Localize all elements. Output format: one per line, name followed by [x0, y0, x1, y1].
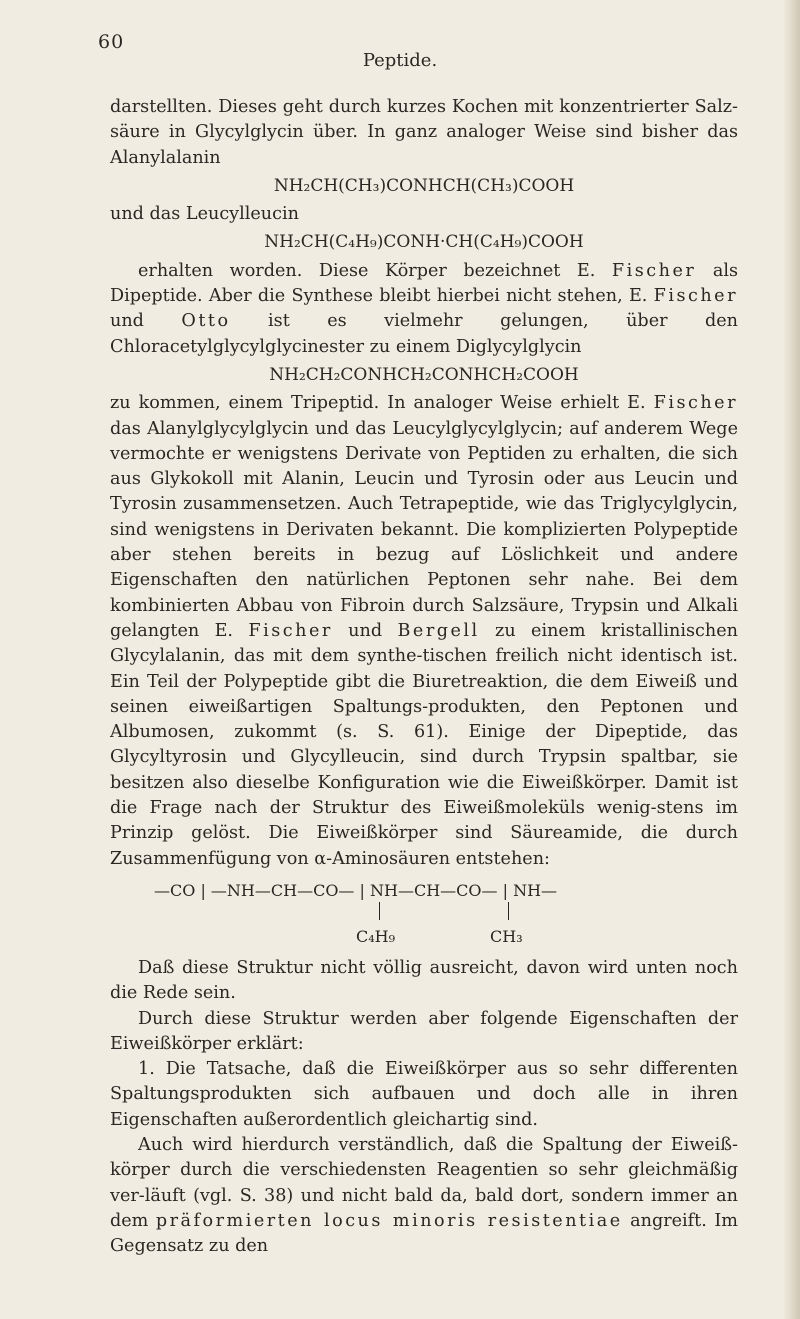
formula-alanylalanin: NH₂CH(CH₃)CONHCH(CH₃)COOH — [273, 175, 575, 196]
text: darstellten. Dieses geht durch kurzes Kochen mit konzentrierter Salz-säure in Glycylglycin über. In ganz analoger Weise sind bisher das Alanylalanin — [110, 97, 738, 168]
formula-leucylleucin: NH₂CH(C₄H₉)CONH·CH(C₄H₉)COOH — [264, 232, 584, 253]
text: zu einem kristallinischen Glycylalanin, das mit dem synthe-tischen freilich nicht identisch ist. Ein Teil der Polypeptide gibt die Biuretreaktion, die dem Eiweiß und seinen eiweißartigen Spaltungs-produkten, den Peptonen und Albumosen, zukommt (s. S. 61). Einige der Dipeptide, das Glycyltyrosin und Glycylleucin, sind durch Trypsin spaltbar, sie besitzen also dieselbe Konfiguration wie die Eiweißkörper. Damit ist die Frage nach der Struktur des Eiweißmoleküls wenig-stens im Prinzip gelöst. Die Eiweißkörper sind Säureamide, die durch Zusammenfügung von α-Aminosäuren entstehen: — [110, 620, 738, 869]
author-name: Fischer — [248, 620, 333, 641]
paragraph-6 — [110, 1007, 738, 1058]
paragraph-3 — [110, 259, 738, 360]
peptide-chain-structure — [110, 878, 738, 952]
latin-phrase: präformierten locus minoris resistentiae — [155, 1210, 623, 1231]
paragraph-2 — [110, 202, 738, 227]
side-chain-methyl: CH₃ — [490, 926, 523, 946]
text: ist es vielmehr gelungen, über den Chloracetylglycylglycinester zu einem Diglycylglycin — [110, 311, 738, 357]
text: und das Leucylleucin — [110, 204, 299, 225]
text: angreift. Im Gegensatz zu den — [110, 1210, 738, 1257]
text: erhalten worden. Diese Körper bezeichnet E. — [138, 260, 612, 281]
paragraph-5 — [110, 956, 738, 1007]
author-name: Otto — [181, 311, 231, 332]
running-head: Peptide. — [362, 50, 438, 71]
author-name: Fischer — [653, 286, 738, 307]
text: und — [332, 620, 398, 641]
text: 1. Die Tatsache, daß die Eiweißkörper aus so sehr differenten Spaltungsprodukten sich aufbauen und doch alle in ihren Eigenschaften außerordentlich gleichartig sind. — [110, 1059, 738, 1130]
page-body — [110, 95, 738, 1259]
page-edge-shadow — [784, 0, 800, 1319]
text: als Dipeptide. Aber die Synthese bleibt hierbei nicht stehen, E. — [110, 260, 738, 307]
text: Daß diese Struktur nicht völlig ausreicht, davon wird unten noch die Rede sein. — [110, 957, 738, 1004]
text: Auch wird hierdurch verständlich, daß die Spaltung der Eiweiß-körper durch die verschiedensten Reagentien so sehr gleichmäßig ver-läuft (vgl. S. 38) und nicht bald da, bald dort, sondern immer an dem — [110, 1134, 738, 1231]
paragraph-4 — [110, 391, 738, 872]
text: und — [110, 311, 182, 332]
author-name: Fischer — [611, 260, 697, 281]
author-name: Fischer — [653, 393, 738, 414]
text: zu kommen, einem Tripeptid. In analoger Weise erhielt E. — [110, 393, 654, 414]
side-chain-butyl: C₄H₉ — [356, 926, 396, 946]
formula-diglycylglycin: NH₂CH₂CONHCH₂CONHCH₂COOH — [269, 364, 579, 385]
paragraph-7 — [110, 1057, 738, 1133]
text: das Alanylglycylglycin und das Leucylglycylglycin; auf anderem Wege vermochte er wenigstens Derivate von Peptiden zu erhalten, die sich aus Glykokoll mit Alanin, Leucin und Tyrosin oder aus Leucin und Tyrosin zusammensetzen. Auch Tetrapeptide, wie das Triglycylglycin, sind wenigstens in Derivaten bekannt. Die komplizierten Polypeptide aber stehen bereits in bezug auf Löslichkeit und andere Eigenschaften den natürlichen Peptonen sehr nahe. Bei dem kombinierten Abbau von Fibroin durch Salzsäure, Trypsin und Alkali gelangten E. — [110, 418, 738, 641]
paragraph-1 — [110, 95, 738, 171]
author-name: Bergell — [397, 620, 480, 641]
peptide-chain-main: —CO | —NH—CH—CO— | NH—CH—CO— | NH— — [154, 880, 558, 900]
bond-line — [379, 902, 380, 920]
bond-line — [508, 902, 509, 920]
text: Durch diese Struktur werden aber folgende Eigenschaften der Eiweißkörper erklärt: — [110, 1008, 738, 1054]
paragraph-8 — [110, 1133, 738, 1259]
page-number: 60 — [98, 31, 125, 53]
